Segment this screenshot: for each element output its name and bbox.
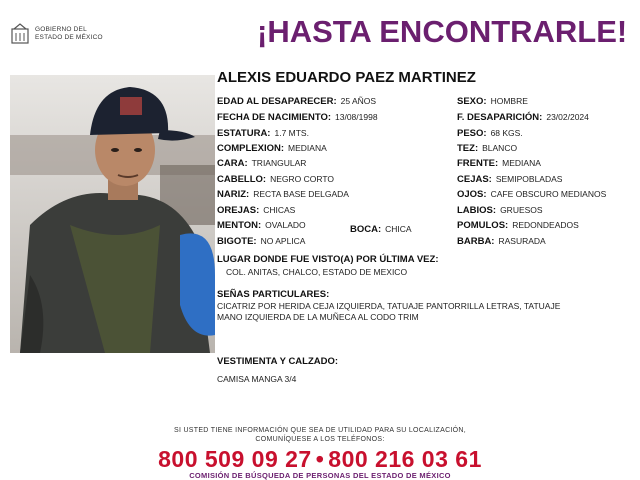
field-label: CABELLO:: [217, 174, 267, 185]
field-label: BARBA:: [457, 236, 495, 247]
field-label: CARA:: [217, 158, 248, 169]
field-complexion: [217, 143, 327, 154]
field-edad: [217, 96, 376, 107]
photo-illustration: [10, 75, 215, 353]
field-value: SEMIPOBLADAS: [495, 174, 563, 184]
field-label: SEXO:: [457, 96, 487, 107]
field-barba: [457, 236, 546, 247]
phone-numbers: [0, 446, 640, 473]
field-label: CEJAS:: [457, 174, 492, 185]
field-estatura: [217, 128, 309, 139]
page-headline: ¡HASTA ENCONTRARLE!: [257, 14, 628, 49]
field-nariz: [217, 189, 349, 200]
footer-note-line-2: COMUNÍQUESE A LOS TELÉFONOS:: [255, 436, 385, 443]
field-frente: [457, 158, 541, 169]
vestimenta-value: CAMISA MANGA 3/4: [217, 374, 297, 384]
field-value: MEDIANA: [288, 143, 327, 153]
field-value: 13/08/1998: [335, 112, 378, 122]
field-value: RECTA BASE DELGADA: [253, 189, 349, 199]
field-value: MEDIANA: [502, 158, 541, 168]
logo-text: [35, 26, 103, 42]
field-value: NEGRO CORTO: [270, 174, 334, 184]
field-boca: [350, 224, 412, 235]
coat-of-arms-icon: [10, 23, 30, 45]
senas-label: SEÑAS PARTICULARES:: [217, 289, 330, 300]
government-logo: [10, 22, 125, 46]
field-orejas: [217, 205, 295, 216]
field-value: 1.7 MTS.: [274, 128, 309, 138]
field-value: CHICA: [385, 224, 412, 234]
field-label: OJOS:: [457, 189, 487, 200]
phone-number-1[interactable]: 800 509 09 27: [158, 446, 312, 472]
field-label: PESO:: [457, 128, 487, 139]
field-label: BOCA:: [350, 224, 382, 235]
field-label: EDAD AL DESAPARECER:: [217, 96, 337, 107]
field-labios: [457, 205, 543, 216]
field-value: GRUESOS: [500, 205, 543, 215]
field-value: CAFE OBSCURO MEDIANOS: [490, 189, 607, 199]
field-menton: [217, 220, 306, 231]
field-label: LABIOS:: [457, 205, 497, 216]
person-photo: [10, 75, 215, 353]
last-seen-label: LUGAR DONDE FUE VISTO(A) POR ÚLTIMA VEZ:: [217, 254, 439, 265]
field-value: CHICAS: [263, 205, 296, 215]
field-label: NARIZ:: [217, 189, 250, 200]
footer-note-line-1: SI USTED TIENE INFORMACIÓN QUE SEA DE UTILIDAD PARA SU LOCALIZACIÓN,: [173, 427, 467, 434]
field-value: 68 KGS.: [490, 128, 523, 138]
field-value: NO APLICA: [260, 236, 306, 246]
field-cabello: [217, 174, 334, 185]
field-value: RASURADA: [498, 236, 546, 246]
field-f-desaparicion: [457, 112, 589, 123]
logo-line-2: ESTADO DE MÉXICO: [35, 34, 103, 41]
person-name: ALEXIS EDUARDO PAEZ MARTINEZ: [217, 69, 476, 86]
field-label: FRENTE:: [457, 158, 499, 169]
field-value: REDONDEADOS: [512, 220, 579, 230]
logo-line-1: GOBIERNO DEL: [35, 26, 87, 33]
field-cara: [217, 158, 306, 169]
field-label: MENTON:: [217, 220, 262, 231]
last-seen-value: COL. ANITAS, CHALCO, ESTADO DE MEXICO: [226, 267, 408, 277]
field-label: OREJAS:: [217, 205, 260, 216]
field-value: HOMBRE: [490, 96, 528, 106]
field-label: ESTATURA:: [217, 128, 271, 139]
field-tez: [457, 143, 517, 154]
field-value: TRIANGULAR: [251, 158, 307, 168]
field-value: 23/02/2024: [546, 112, 589, 122]
field-fecha-nacimiento: [217, 112, 378, 123]
field-label: COMPLEXION:: [217, 143, 285, 154]
senas-line-1: CICATRIZ POR HERIDA CEJA IZQUIERDA, TATUAJE PANTORRILLA LETRAS, TATUAJE: [217, 301, 561, 311]
field-value: 25 AÑOS: [340, 96, 377, 106]
field-pomulos: [457, 220, 579, 231]
field-ojos: [457, 189, 606, 200]
field-label: FECHA DE NACIMIENTO:: [217, 112, 331, 123]
field-label: POMULOS:: [457, 220, 509, 231]
field-label: BIGOTE:: [217, 236, 257, 247]
field-sexo: [457, 96, 528, 107]
field-label: F. DESAPARICIÓN:: [457, 112, 543, 123]
vestimenta-label: VESTIMENTA Y CALZADO:: [217, 356, 339, 367]
phone-separator: •: [315, 446, 325, 472]
field-peso: [457, 128, 523, 139]
senas-line-2: MANO IZQUIERDA DE LA MUÑECA AL CODO TRIM: [217, 312, 419, 322]
field-value: OVALADO: [265, 220, 306, 230]
field-cejas: [457, 174, 562, 185]
field-bigote: [217, 236, 305, 247]
field-value: BLANCO: [482, 143, 518, 153]
footer-organization: COMISIÓN DE BÚSQUEDA DE PERSONAS DEL ESTADO DE MÉXICO: [189, 471, 451, 480]
field-label: TEZ:: [457, 143, 479, 154]
phone-number-2[interactable]: 800 216 03 61: [328, 446, 482, 472]
